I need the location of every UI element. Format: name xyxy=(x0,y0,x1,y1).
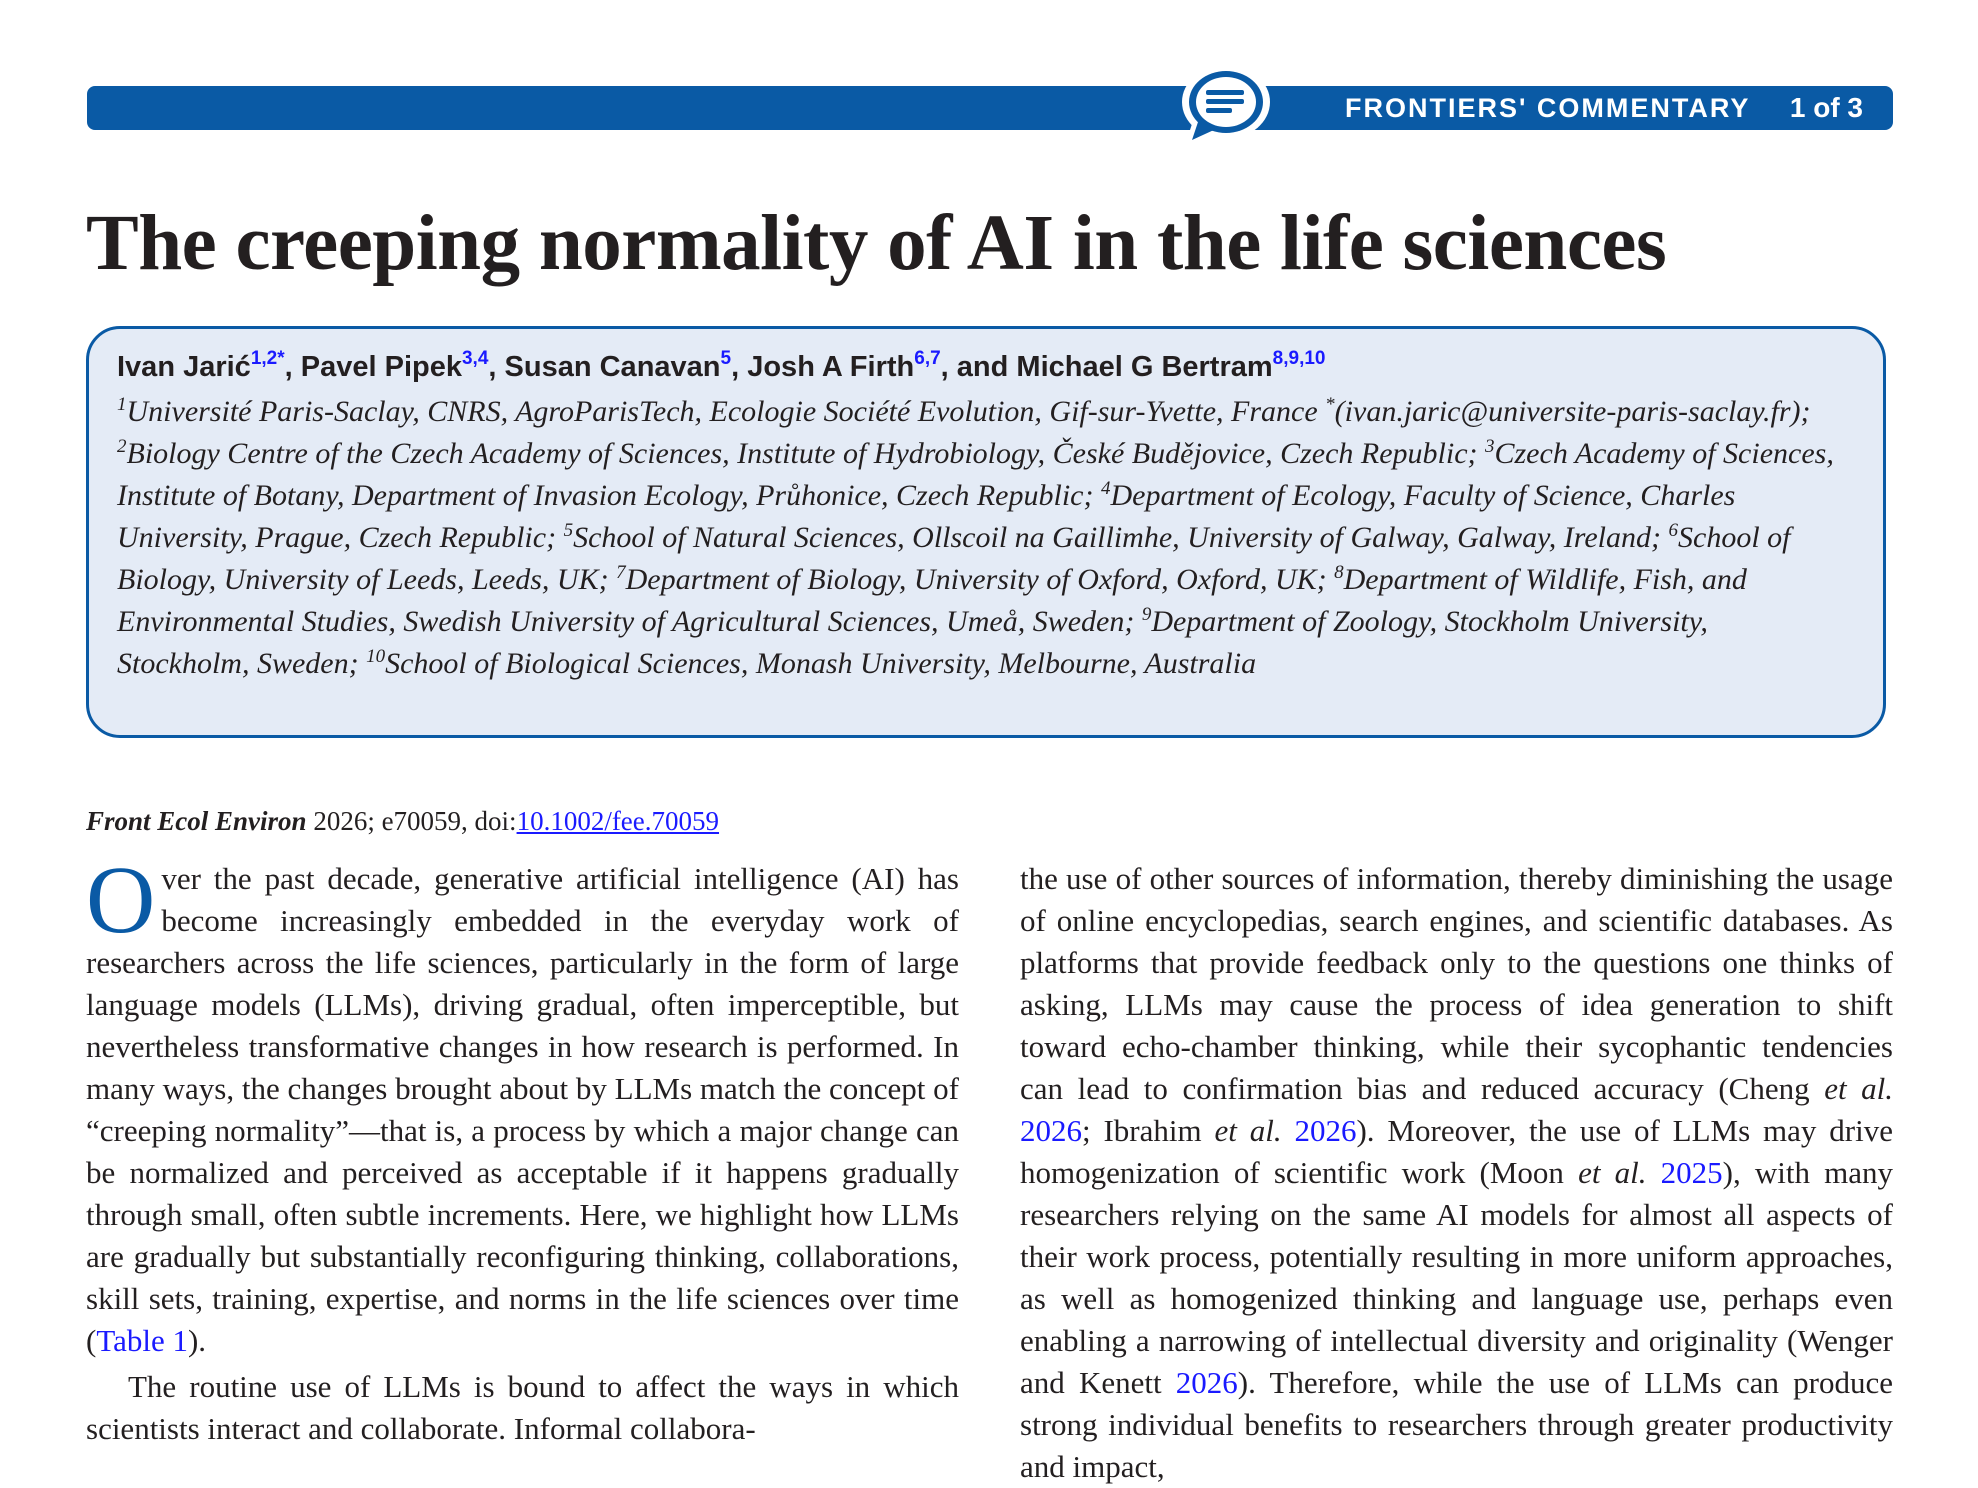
journal-name: Front Ecol Environ xyxy=(86,806,307,836)
reference-link[interactable]: 2026 xyxy=(1294,1113,1357,1148)
paragraph-text: ), with many researchers relying on the same AI models for almost all aspects of their work process, potentially resulting in more uniform approaches, as well as homogenized thinking and language use, perhaps even enabling a narrowing of intellectual diversity and originality (Wenger and Kenett xyxy=(1020,1155,1893,1400)
affiliation-text: School of Natural Sciences, Ollscoil na Gaillimhe, University of Galway, Galway, Ireland; xyxy=(573,521,1669,554)
reference-link[interactable]: 2026 xyxy=(1175,1365,1238,1400)
affiliation-text: Czech Academy of Sciences, Institute of Botany, Department of Invasion Ecology, Průhonice, Czech Republic; xyxy=(117,437,1834,512)
et-al-text: et al. xyxy=(1578,1155,1647,1190)
author-affiliation-link[interactable]: 5 xyxy=(720,348,732,369)
paragraph-text: ). Moreover, the use of LLMs may drive homogenization of scientific work (Moon xyxy=(1020,1113,1893,1190)
author-separator: , xyxy=(284,351,301,383)
doi-link[interactable]: 10.1002/fee.70059 xyxy=(516,806,720,836)
affiliation-number: 1 xyxy=(117,394,127,415)
paragraph-text: the use of other sources of information, thereby diminishing the usage of online encyclopedias, search engines, and scientific databases. As platforms that provide feedback only to the questions one thinks of asking, LLMs may cause the process of idea generation to shift toward echo-chamber thinking, while their sycophantic tendencies can lead to confirmation bias and reduced accuracy (Cheng xyxy=(1020,861,1893,1106)
paragraph-text: ; Ibrahim xyxy=(1082,1113,1215,1148)
author-separator: , and xyxy=(940,351,1017,383)
affiliation-number: 2 xyxy=(117,436,127,457)
paragraph xyxy=(86,846,959,1362)
affiliation-text: Department of Wildlife, Fish, and Environmental Studies, Swedish University of Agricultural Sciences, Umeå, Sweden; xyxy=(117,563,1747,638)
author-separator: , xyxy=(731,351,748,383)
author-affiliation-link[interactable]: 3,4 xyxy=(461,348,489,369)
affiliations xyxy=(117,391,1843,685)
author-list xyxy=(117,349,1843,385)
table-link[interactable]: Table 1 xyxy=(96,1323,188,1358)
affiliation-number: * xyxy=(1325,394,1335,415)
affiliation-number: 4 xyxy=(1100,478,1111,499)
affiliation-number: 7 xyxy=(616,562,626,583)
speech-bubble-icon xyxy=(1178,62,1274,152)
citation-details: 2026; e70059, doi: xyxy=(306,806,517,836)
paragraph: The routine use of LLMs is bound to affect the ways in which scientists interact and collaborate. Informal collabora- xyxy=(86,1369,959,1446)
author-affiliation-link[interactable]: 1,2* xyxy=(250,348,285,369)
page-indicator: 1 of 3 xyxy=(1789,92,1863,123)
paragraph-text: ). xyxy=(187,1323,207,1358)
header-bar xyxy=(87,86,1893,130)
author-name: Ivan Jarić xyxy=(117,351,251,383)
affiliation-number: 5 xyxy=(563,520,574,541)
author-name: Susan Canavan xyxy=(504,351,721,383)
citation-line xyxy=(86,804,719,838)
body-column-right xyxy=(1020,858,1893,1488)
author-separator: , xyxy=(488,351,505,383)
affiliation-text: Department of Zoology, Stockholm University, Stockholm, Sweden; xyxy=(117,605,1708,680)
author-affiliation-link[interactable]: 6,7 xyxy=(914,348,941,369)
reference-link[interactable]: 2025 xyxy=(1660,1155,1723,1190)
affiliation-number: 6 xyxy=(1668,520,1678,541)
author-box xyxy=(86,326,1886,738)
paragraph-text: ver the past decade, generative artificial intelligence (AI) has become increasingly embedded in the everyday work of researchers across the life sciences, particularly in the form of large language models (LLMs), driving gradual, often imperceptible, but nevertheless transformative changes in how research is performed. In many ways, the changes brought about by LLMs match the concept of “creeping normality”—that is, a process by which a major change can be normalized and perceived as acceptable if it happens gradually through small, often subtle increments. Here, we highlight how LLMs are gradually but substantially reconfiguring thinking, collaborations, skill sets, training, expertise, and norms in the life sciences over time ( xyxy=(86,861,959,1358)
et-al-text: et al. xyxy=(1824,1071,1893,1106)
et-al-text: et al. xyxy=(1214,1113,1282,1148)
affiliation-text: Biology Centre of the Czech Academy of Sciences, Institute of Hydrobiology, České Budějovice, Czech Republic; xyxy=(126,437,1485,470)
corresponding-email: (ivan.jaric@universite-paris-saclay.fr); xyxy=(1334,395,1811,428)
paragraph xyxy=(1020,858,1893,1488)
section-label: FRONTIERS' COMMENTARY xyxy=(1345,93,1751,123)
reference-link[interactable]: 2026 xyxy=(1020,1113,1082,1148)
author-name: Josh A Firth xyxy=(747,351,915,383)
affiliation-text: Université Paris-Saclay, CNRS, AgroParisTech, Ecologie Société Evolution, Gif-sur-Yvette, France xyxy=(126,395,1326,428)
drop-cap: O xyxy=(86,846,156,953)
affiliation-text: School of Biological Sciences, Monash University, Melbourne, Australia xyxy=(385,647,1257,680)
affiliation-number: 10 xyxy=(366,646,386,667)
affiliation-text: Department of Biology, University of Oxford, Oxford, UK; xyxy=(625,563,1335,596)
article-title: The creeping normality of AI in the life sciences xyxy=(86,200,1667,287)
affiliation-number: 3 xyxy=(1485,436,1495,457)
body-column-left xyxy=(86,846,959,1450)
author-name: Pavel Pipek xyxy=(300,351,462,383)
affiliation-number: 9 xyxy=(1141,604,1152,625)
affiliation-text: Department of Ecology, Faculty of Science, Charles University, Prague, Czech Republic; xyxy=(117,479,1736,554)
author-affiliation-link[interactable]: 8,9,10 xyxy=(1272,348,1326,369)
affiliation-number: 8 xyxy=(1334,562,1344,583)
affiliation-text: School of Biology, University of Leeds, Leeds, UK; xyxy=(117,521,1791,596)
paragraph-text: ). Therefore, while the use of LLMs can produce strong individual benefits to researchers through greater productivity and impact, xyxy=(1020,1365,1894,1484)
author-name: Michael G Bertram xyxy=(1016,351,1273,383)
